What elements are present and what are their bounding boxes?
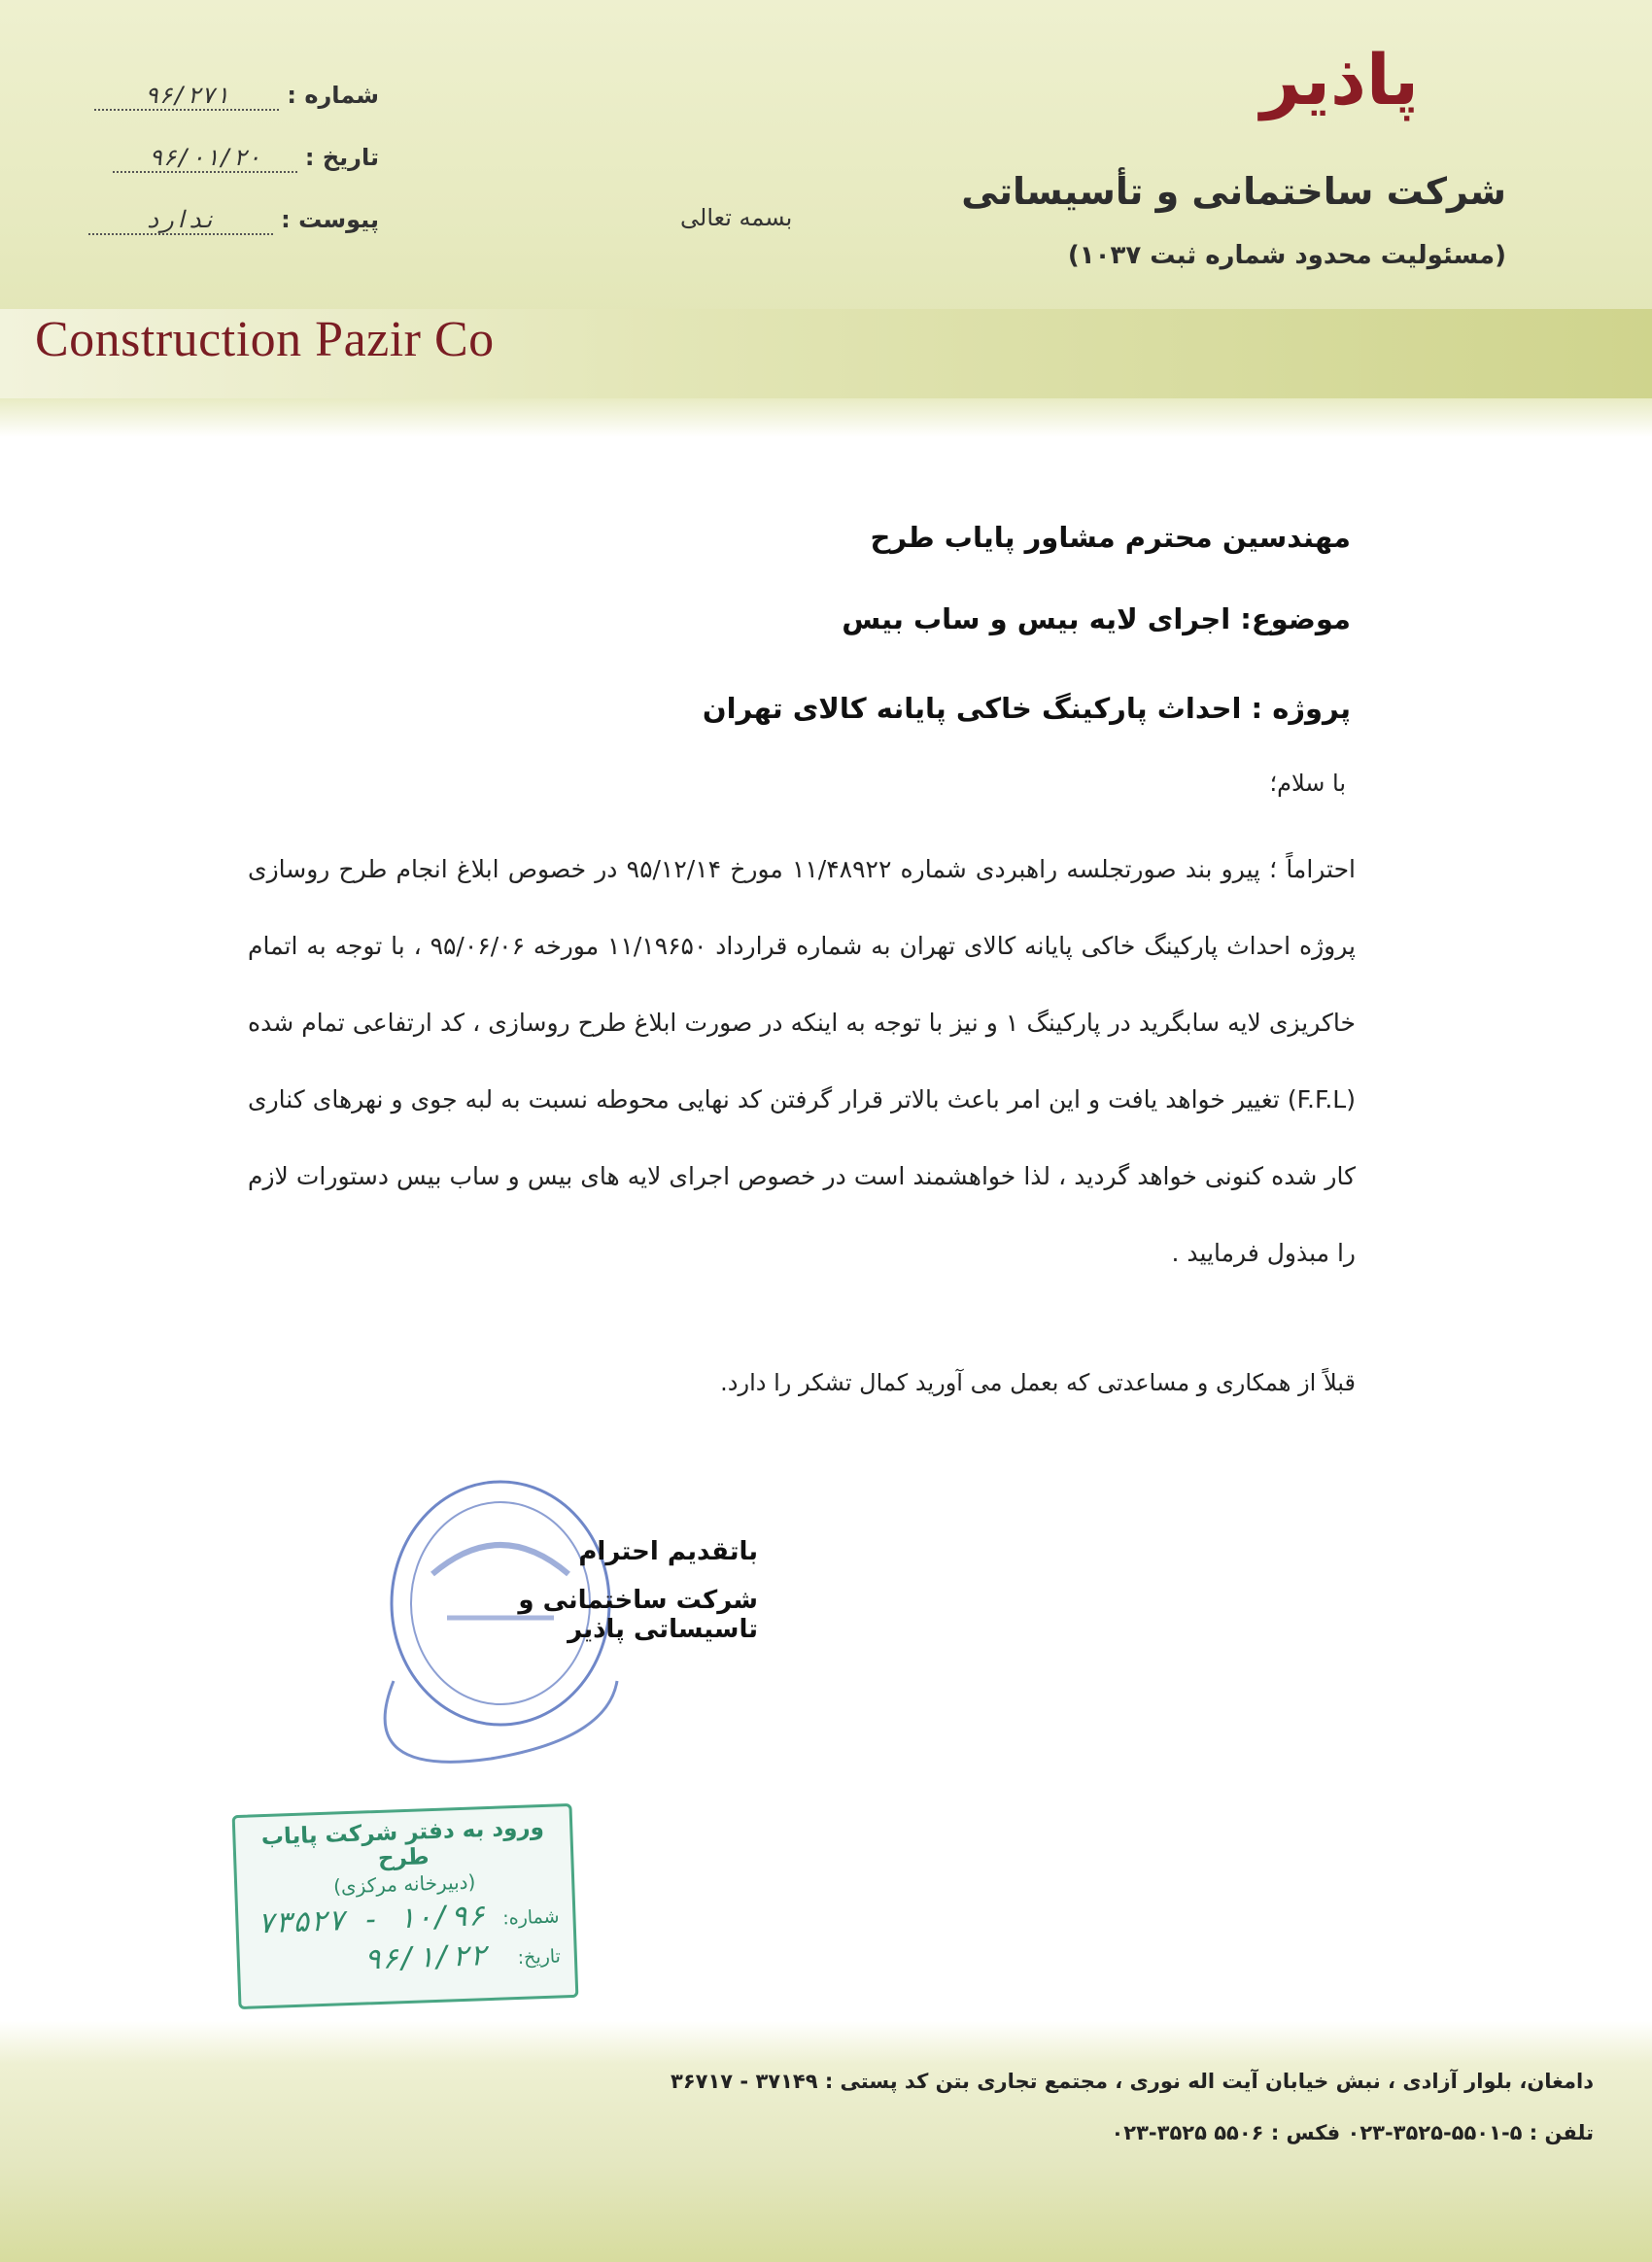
footer-phone-fax: تلفن : ۵-۵۵۰۱-۳۵۲۵-۰۲۳ فکس : ۵۵۰۶ ۳۵۲۵-۰۲۳ [1111,2121,1594,2144]
bismillah: بسمه تعالی [680,204,793,231]
stamp-number-value: ۱۰/۹۶ - ۷۳۵۲۷ [257,1899,486,1941]
meta-number-value: ۹۶/۲۷۱ [94,82,279,111]
meta-number-row [68,82,379,144]
meta-attachment-row [68,206,379,268]
letter-signoff: باتقدیم احترام [578,1537,758,1566]
header-fade [0,398,1652,437]
letter-greeting: با سلام؛ [1269,770,1346,797]
meta-date-label: تاریخ : [304,144,379,171]
stamp-title: ورود به دفتر شرکت پایاب طرح [260,1814,545,1871]
meta-number-label: شماره : [287,82,379,109]
meta-attachment-label: پیوست : [281,206,379,233]
stamp-subtitle: (دبیرخانه مرکزی) [332,1869,476,1899]
footer-address: دامغان، بلوار آزادی ، نبش خیابان آیت اله نوری ، مجتمع تجاری بتن کد پستی : ۳۷۱۴۹ - ۳۶۷۱۷ [671,2070,1594,2093]
letter-recipient: مهندسین محترم مشاور پایاب طرح [870,521,1351,554]
letter-subject: موضوع: اجرای لایه بیس و ساب بیس [842,602,1351,635]
brand-logo-text: پاذیر [1260,39,1419,120]
letter-body: احتراماً ؛ پیرو بند صورتجلسه راهبردی شماره ۱۱/۴۸۹۲۲ مورخ ۹۵/۱۲/۱۴ در خصوص ابلاغ انجام طرح روسازی پروژه احداث پارکینگ خاکی پایانه کالای تهران به شماره قرارداد ۱۱/۱۹۶۵۰ مورخه ۹۵/۰۶/۰۶ ، با توجه به اتمام خاکریزی لایه سابگرید در پارکینگ ۱ و نیز با توجه به اینکه در صورت ابلاغ طرح روسازی ، کد ارتفاعی تمام شده (F.F.L) تغییر خواهد یافت و این امر باعث بالاتر قرار گرفتن کد نهایی محوطه نسبت به لبه جوی و نهرهای کناری کار شده کنونی خواهد گردید ، لذا خواهشمند است در خصوص اجرای لایه های بیس و ساب بیس دستورات لازم را مبذول فرمایید . [248,855,1357,1267]
company-name-fa: شرکت ساختمانی و تأسیساتی [961,170,1506,213]
stamp-number-row [252,1896,560,1940]
received-stamp [232,1803,579,2009]
letter-project: پروژه : احداث پارکینگ خاکی پایانه کالای تهران [702,692,1351,725]
company-registration: (مسئولیت محدود شماره ثبت ۱۰۳۷) [1067,241,1506,270]
meta-date-value: ۹۶/۰۱/۲۰ [113,144,297,173]
stamp-number-label: شماره: [501,1905,560,1930]
letter-meta [68,82,379,268]
meta-attachment-value: ندارد [88,206,273,235]
company-name-en: Construction Pazir Co [35,312,495,367]
stamp-date-value: ۹۶/۱/۲۲ [362,1938,488,1977]
letter-signature-company: شرکت ساختمانی و تاسیساتی پاذیر [518,1586,758,1644]
meta-date-row [68,144,379,206]
letter-closing: قبلاً از همکاری و مساعدتی که بعمل می آورید کمال تشکر را دارد. [720,1369,1356,1396]
stamp-date-label: تاریخ: [517,1945,562,1969]
stamp-date-row [253,1936,561,1980]
